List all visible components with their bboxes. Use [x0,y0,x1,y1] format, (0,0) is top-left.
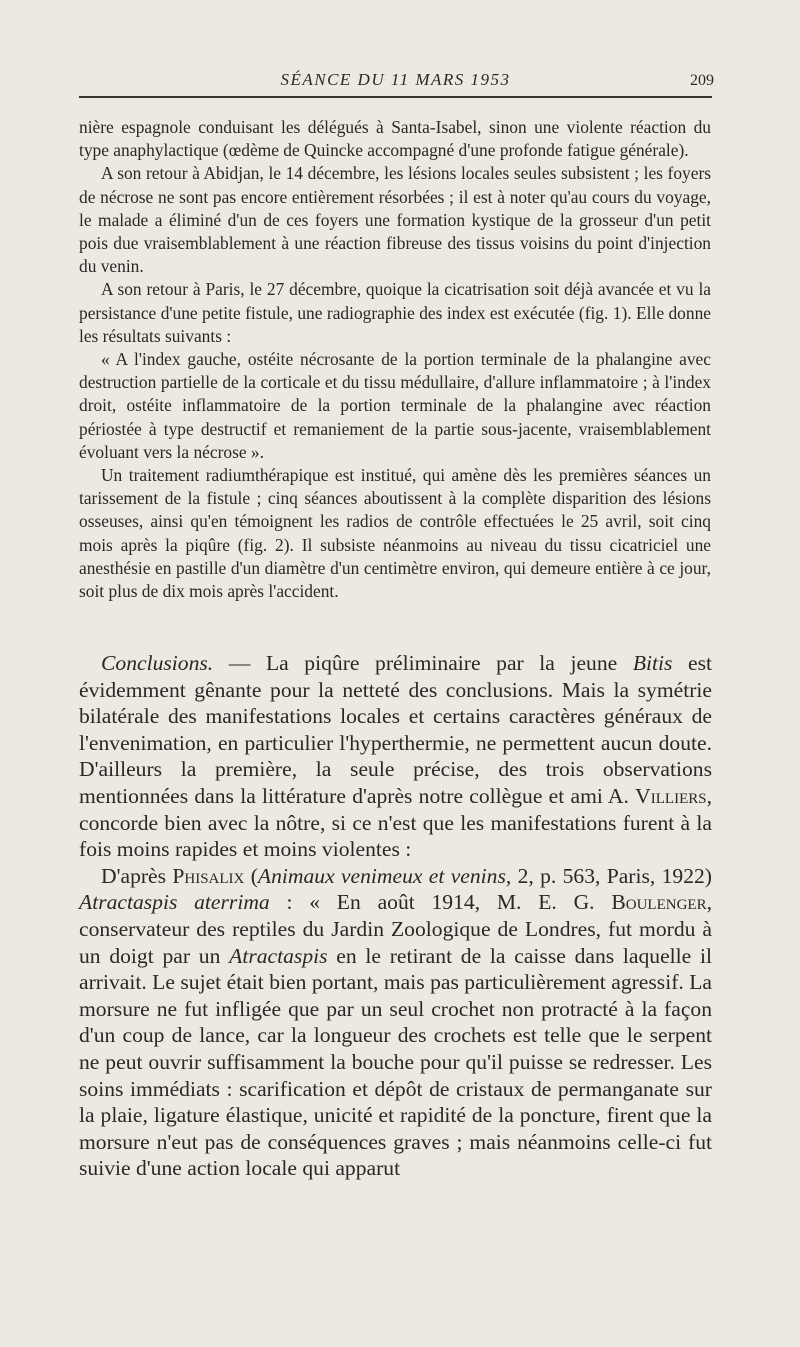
paragraph-5: Un traitement radiumthérapique est institué, qui amène dès les premières séances un tarissement de la fistule ; cinq séances aboutissent à la complète disparition des lésions osseuses, ainsi qu'en témoignent les radios de contrôle effectuées le 25 avril, soit cinq mois après la piqûre (fig. 2). Il subsiste néanmoins au niveau du tissu cicatriciel une anesthésie en pastille d'un diamètre d'un centimètre environ, qui demeure entière à ce jour, soit plus de dix mois après l'accident. [79,465,711,602]
phisalix-text-b: ( [244,863,258,888]
case-report-text [79,116,711,603]
phisalix-paragraph [79,863,712,1182]
paragraph-3: A son retour à Paris, le 27 décembre, quoique la cicatrisation soit déjà avancée et vu la persistance d'une petite fistule, une radiographie des index est exécutée (fig. 1). Elle donne les résultats suivants : [79,279,711,346]
author-phisalix: Phisalix [172,863,245,888]
paragraph-1: nière espagnole conduisant les délégués à Santa-Isabel, sinon une violente réaction du type anaphylactique (œdème de Quincke accompagné d'une profonde fatigue générale). [79,117,711,161]
conclusions-text-a: — La piqûre préliminaire par la jeune [213,651,633,675]
phisalix-text-a: D'après [101,863,173,888]
author-boulenger: Boulenger [611,890,707,915]
phisalix-text-e: , conservateur des reptiles du Jardin Zoologique de Londres, fut mordu à un doigt par un [79,890,712,968]
conclusions-text-b: est évidemment gênante pour la netteté des conclusions. Mais la symétrie bilatérale des manifestations locales et certains caractères généraux de l'envenimation, en particulier l'hyperthermie, ne permettent aucun doute. D'ailleurs la première, la seule précise, des trois observations mentionnées dans la littérature d'après notre collègue et ami A. [79,651,712,808]
bitis-term: Bitis [632,651,673,675]
phisalix-text-f: en le retirant de la caisse dans laquelle il arrivait. Le sujet était bien portant, mais pas particulièrement agressif. La morsure ne fut infligée que par un seul crochet non protracté à la façon d'un coup de lance, car la longueur des crochets est telle que le serpent ne peut ouvrir suffisamment la bouche pour qu'il puisse se redresser. Les soins immédiats : scarification et dépôt de cristaux de permanganate sur la plaie, ligature élastique, unicité et rapidité de la poncture, firent que la morsure n'eut pas de conséquences graves ; mais néanmoins celle-ci fut suivie d'une action locale qui apparut [79,943,712,1181]
species-name: Atractaspis aterrima [79,890,270,915]
conclusions-text [79,650,712,1182]
genus-name: Atractaspis [229,943,328,968]
conclusions-heading: Conclusions. [101,651,214,675]
work-title: Animaux venimeux et venins [257,863,506,888]
running-title: SÉANCE DU 11 MARS 1953 [280,70,511,89]
paragraph-2: A son retour à Abidjan, le 14 décembre, les lésions locales seules subsistent ; les foyers de nécrose ne sont pas encore entièrement résorbées ; il est à noter qu'au cours du voyage, le malade a éliminé d'un de ces foyers une formation kystique de la grosseur d'un petit pois due vraisemblablement à une réaction fibreuse des tissus voisins du point d'injection du venin. [79,163,711,277]
author-villiers: Villiers [635,783,707,808]
conclusions-text-c: , concorde bien avec la nôtre, si ce n'est que les manifestations furent à la fois moins rapides et moins violentes : [79,783,712,862]
paragraph-4-quote: « A l'index gauche, ostéite nécrosante de la portion terminale de la phalangine avec destruction partielle de la corticale et du tissu médullaire, d'allure inflammatoire ; à l'index droit, ostéite inflammatoire de la portion terminale de la phalangine avec réaction périostée à type destructif et remaniement de la partie sous-jacente, vraisemblablement évoluant vers la nécrose ». [79,349,711,462]
phisalix-text-d: : « En août 1914, M. E. G. [269,890,612,915]
page-header [79,70,712,98]
conclusions-paragraph [79,650,712,863]
phisalix-text-c: , 2, p. 563, Paris, 1922) [505,863,712,888]
page-number: 209 [690,72,714,89]
